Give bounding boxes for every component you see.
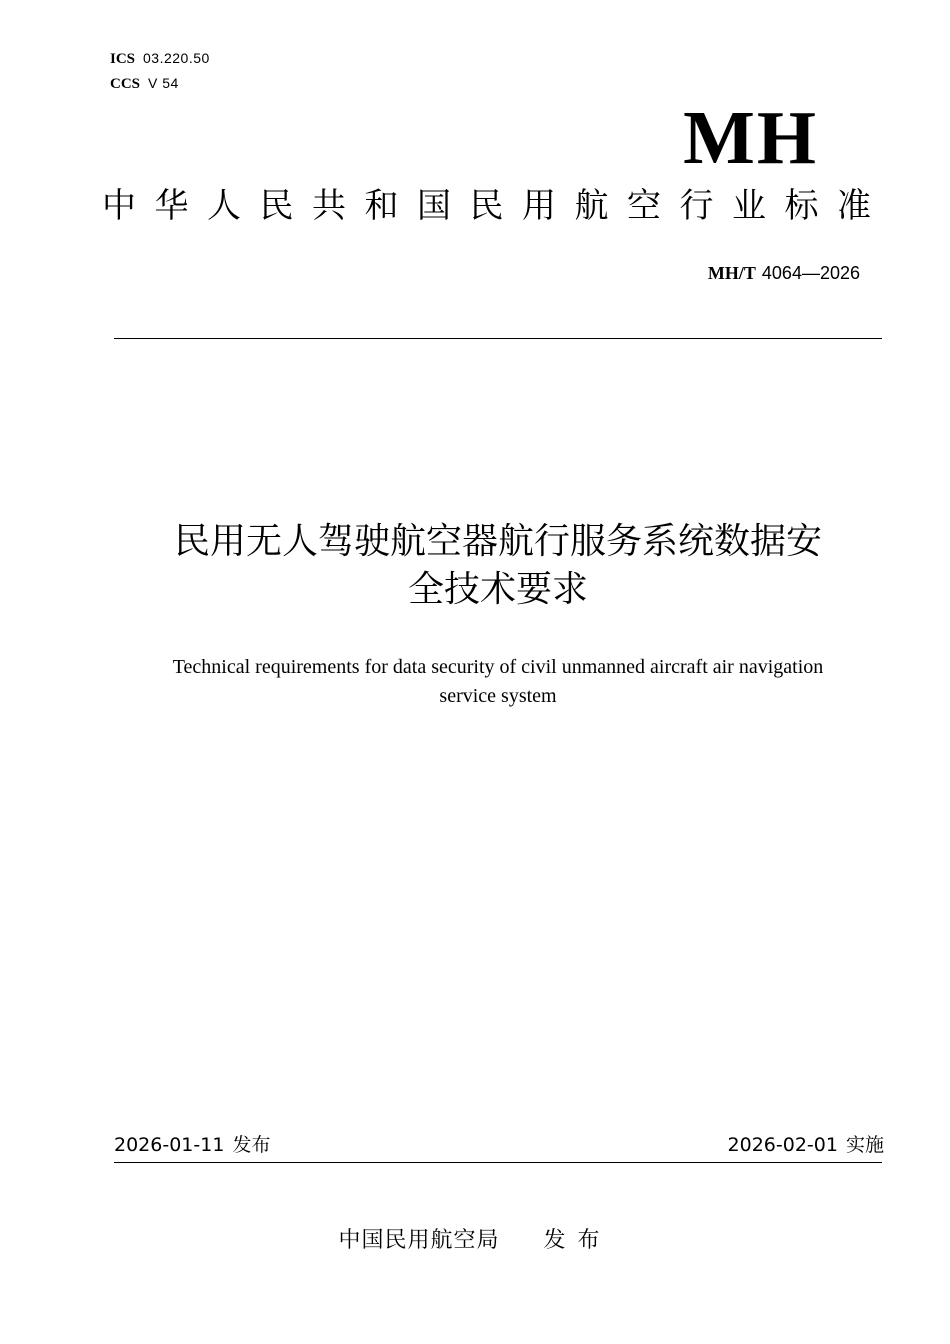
implement-date-value: 2026-02-01 (727, 1134, 838, 1156)
title-zh-line-2: 全技术要求 (407, 569, 588, 610)
document-title-english (100, 653, 896, 711)
title-en-line-2: service system (439, 685, 557, 707)
ics-value: 03.220.50 (143, 50, 210, 66)
classification-codes (110, 46, 210, 96)
issuer-line (0, 1224, 950, 1258)
standard-number-prefix: MH/T (707, 263, 756, 283)
issuer-name: 中国民用航空局 (338, 1228, 500, 1253)
implement-date-label: 实施 (845, 1134, 884, 1156)
issue-date (114, 1131, 270, 1159)
title-en-line-1: Technical requirements for data security of civil unmanned aircraft air navigation (172, 656, 824, 678)
issue-date-label: 发布 (232, 1134, 271, 1156)
issue-date-value: 2026-01-11 (114, 1134, 225, 1156)
ics-row (110, 46, 210, 71)
ccs-value: V 54 (148, 75, 179, 91)
mh-logo: MH (683, 96, 818, 180)
top-divider (114, 338, 882, 339)
ics-label: ICS (110, 51, 136, 67)
title-zh-line-1: 民用无人驾驶航空器航行服务系统数据安 (173, 521, 822, 562)
ccs-label: CCS (110, 76, 141, 92)
issuer-action: 发布 (543, 1228, 612, 1253)
implement-date (728, 1131, 884, 1159)
standard-number-value: 4064—2026 (761, 263, 860, 283)
standard-number (708, 259, 860, 288)
bottom-divider (114, 1162, 882, 1163)
document-title-chinese (100, 518, 896, 614)
ccs-row (110, 71, 210, 96)
standard-category: 中华人民共和国民用航空行业标准 (102, 186, 890, 226)
